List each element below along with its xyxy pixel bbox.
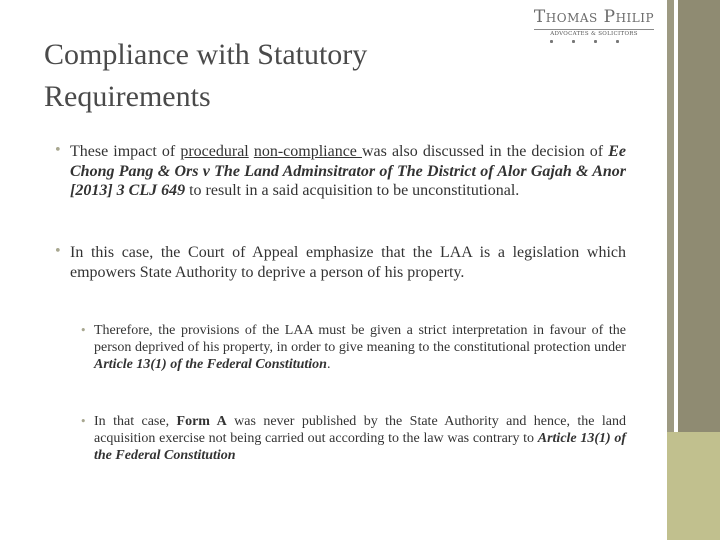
bullet-paragraph-2: In this case, the Court of Appeal emphasize that the LAA is a legislation which empowers State Authority to deprive a person of his property. (70, 244, 626, 281)
logo-dot (594, 40, 597, 43)
logo-divider (534, 29, 654, 30)
logo-dot (550, 40, 553, 43)
underlined-text: procedural (180, 143, 249, 160)
sub-bullet-text: was never published by the State Authority and hence, the land acquisition exercise not being carried out according to the law was contrary to (94, 414, 627, 446)
article-reference: Article 13(1) of the Federal Constitution (94, 356, 327, 372)
sub-bullet-paragraph-2 (94, 414, 626, 464)
logo-tagline: ADVOCATES & SOLICITORS (550, 31, 638, 37)
form-reference: Form A (176, 414, 227, 429)
bullet-text: These impact of (70, 143, 181, 160)
sub-bullet-text: Therefore, the provisions of the LAA must be given a strict interpretation in favour of the person deprived of his property, in order to give meaning to the constitutional protection under (94, 323, 626, 355)
bullet-marker: • (54, 143, 62, 158)
logo-name: Thomas Philip (533, 7, 655, 27)
firm-logo (530, 6, 658, 46)
sub-bullet-marker: • (80, 415, 87, 428)
case-citation: Ee Chong Pang & Ors v The Land Adminsitrator of The District of Alor Gajah & Anor [2013] 3 CLJ 649 (70, 143, 626, 199)
sub-bullet-text: . (326, 356, 331, 372)
sub-bullet-paragraph-1 (94, 323, 626, 373)
logo-dots (550, 40, 640, 46)
bullet-marker: • (54, 244, 62, 259)
sub-bullet-marker: • (80, 324, 87, 337)
slide-title: Compliance with Statutory Requirements (44, 38, 368, 113)
bullet-paragraph-1 (70, 142, 626, 201)
sub-bullet-text: In that case, (94, 414, 177, 429)
bullet-text: to result in a said acquisition to be unconstitutional. (185, 182, 520, 199)
logo-dot (572, 40, 575, 43)
underlined-text: non-compliance (253, 143, 362, 160)
bullet-text: was also discussed in the decision of (361, 143, 609, 160)
logo-dot (616, 40, 619, 43)
decorative-stripe-accent (667, 432, 720, 540)
article-reference: Article 13(1) of the Federal Constitution (94, 430, 627, 463)
